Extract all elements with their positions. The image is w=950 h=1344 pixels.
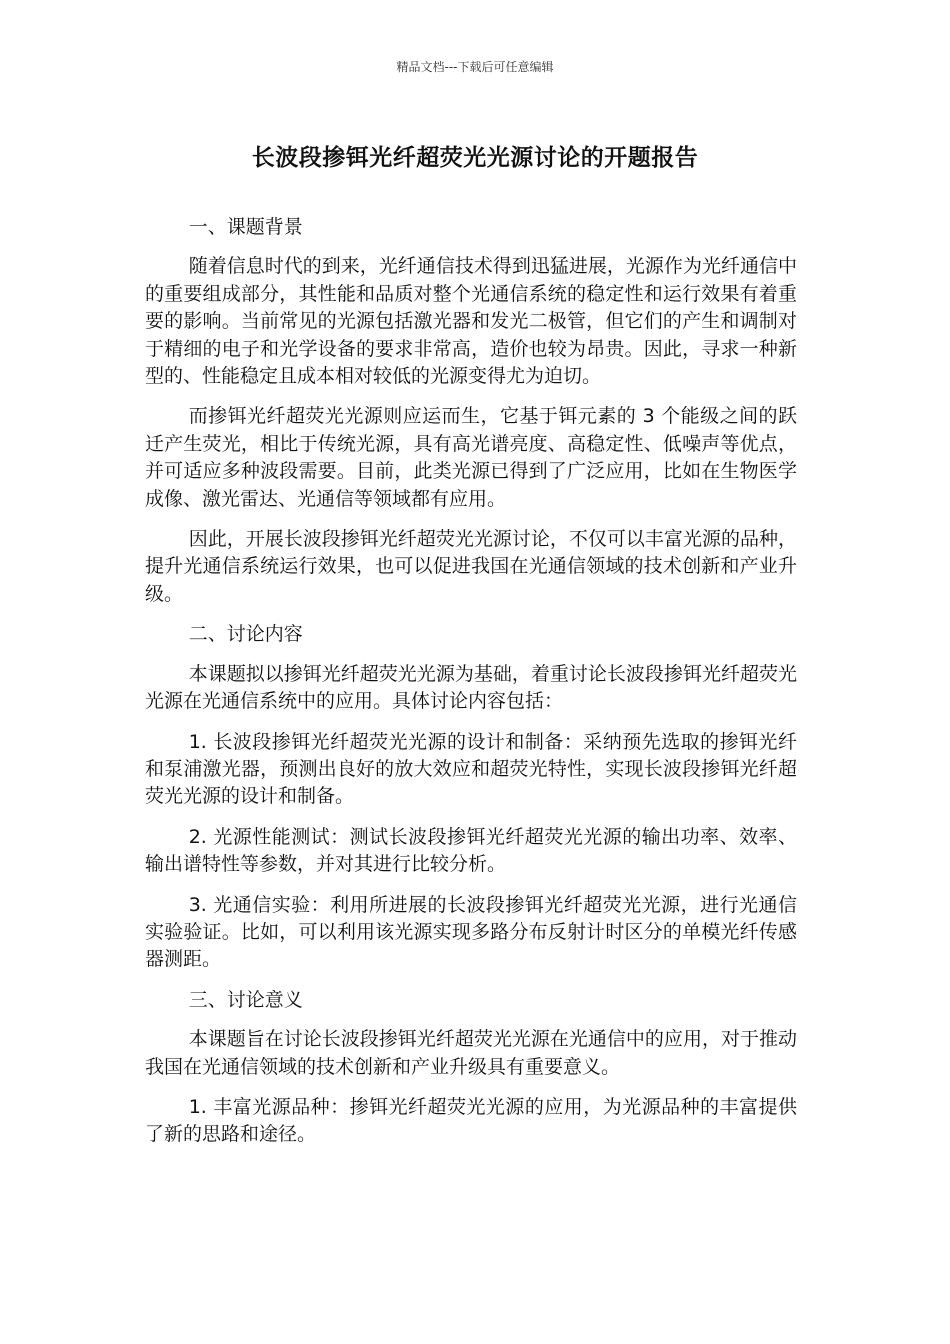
paragraph: 而掺铒光纤超荧光光源则应运而生，它基于铒元素的 3 个能级之间的跃迁产生荧光，相比于传统光源，具有高光谱亮度、高稳定性、低噪声等优点，并可适应多种波段需要。目前，此类光源已得到了广泛应用，比如在生物医学成像、激光雷达、光通信等领域都有应用。 [145, 405, 797, 510]
list-item-paragraph: 1. 长波段掺铒光纤超荧光光源的设计和制备：采纳预先选取的掺铒光纤和泵浦激光器，预测出良好的放大效应和超荧光特性，实现长波段掺铒光纤超荧光光源的设计和制备。 [145, 730, 797, 808]
list-item-paragraph: 2. 光源性能测试：测试长波段掺铒光纤超荧光光源的输出功率、效率、输出谱特性等参数，并对其进行比较分析。 [145, 825, 797, 876]
page-header-note: 精品文档---下载后可任意编辑 [396, 60, 554, 74]
paragraph: 本课题旨在讨论长波段掺铒光纤超荧光光源在光通信中的应用，对于推动我国在光通信领域的技术创新和产业升级具有重要意义。 [145, 1028, 797, 1078]
document-title: 长波段掺铒光纤超荧光光源讨论的开题报告 [251, 145, 699, 171]
paragraph: 因此，开展长波段掺铒光纤超荧光光源讨论，不仅可以丰富光源的品种，提升光通信系统运行效果，也可以促进我国在光通信领域的技术创新和产业升级。 [145, 528, 797, 605]
list-item-paragraph: 3. 光通信实验：利用所进展的长波段掺铒光纤超荧光光源，进行光通信实验验证。比如，可以利用该光源实现多路分布反射计时区分的单模光纤传感器测距。 [145, 893, 797, 971]
paragraph: 随着信息时代的到来，光纤通信技术得到迅猛进展，光源作为光纤通信中的重要组成部分，其性能和品质对整个光通信系统的稳定性和运行效果有着重要的影响。当前常见的光源包括激光器和发光二极管，但它们的产生和调制对于精细的电子和光学设备的要求非常高，造价也较为昂贵。因此，寻求一种新型的、性能稳定且成本相对较低的光源变得尤为迫切。 [145, 255, 797, 388]
paragraph: 本课题拟以掺铒光纤超荧光光源为基础，着重讨论长波段掺铒光纤超荧光光源在光通信系统中的应用。具体讨论内容包括： [145, 662, 797, 713]
section-heading-background: 一、课题背景 [188, 216, 303, 238]
list-item-paragraph: 1. 丰富光源品种：掺铒光纤超荧光光源的应用，为光源品种的丰富提供了新的思路和途径。 [145, 1095, 797, 1146]
section-heading-content: 二、讨论内容 [188, 623, 303, 646]
section-heading-significance: 三、讨论意义 [188, 988, 303, 1011]
document-body [145, 214, 797, 1162]
